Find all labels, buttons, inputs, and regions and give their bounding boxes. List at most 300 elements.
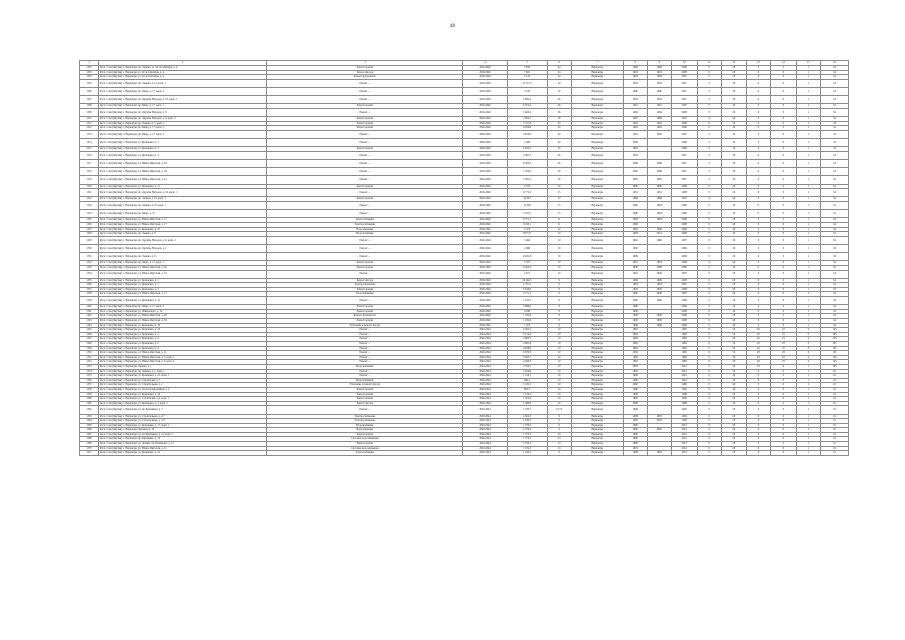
cell-col-8: 1986 [623, 197, 647, 202]
cell-col-4: 2040-2044 [463, 387, 507, 392]
cell-col-14: 0 [770, 244, 796, 252]
cell-col-5: 4 576 [507, 184, 547, 189]
cell-col-2: Респ. Саха (Якутия), г. Нерюнгри, пр. Ленина, д. 9 [99, 232, 267, 237]
cell-col-2: Респ. Саха (Якутия), г. Нерюнгри, пр. Мира, д. 17, корп. 2 [99, 87, 267, 95]
cell-col-5: 12 007 [507, 197, 547, 202]
cell-col-5: 2 374 [507, 227, 547, 232]
cell-col-15: 1 [796, 168, 820, 176]
cell-col-2: Респ. Саха (Якутия), г. Нерюнгри, ул. Кравченко, д. 1 [99, 139, 267, 147]
cell-col-3: Водоснабжение [267, 292, 463, 297]
cell-col-13: 0 [746, 236, 770, 244]
cell-col-2: Респ. Саха (Якутия), г. Нерюнгри, пр. Дружбы Народов, д. 16, корп. 2 [99, 96, 267, 104]
cell-col-4: 2040-2044 [463, 369, 507, 374]
cell-col-2: Респ. Саха (Якутия), г. Нерюнгри, ул. Геологоразведчиков, д. 2 [99, 387, 267, 392]
cell-col-16: 105 [820, 360, 848, 365]
cell-col-12: 20 [721, 253, 746, 261]
cell-col-16: 34 [820, 176, 848, 184]
cell-col-2: Респ. Саха (Якутия), г. Нерюнгри, пр. Дружбы Народов, д. 8, корп. 2 [99, 117, 267, 122]
cell-col-9: 2006 [647, 319, 671, 324]
cell-col-3: Ремонт ... [267, 253, 463, 261]
cell-col-13: 0 [746, 323, 770, 328]
cell-col-12: 20 [721, 442, 746, 447]
cell-col-9: 1996 [647, 265, 671, 270]
cell-col-16: 34 [820, 283, 848, 288]
cell-col-3: Электроснабжение [267, 222, 463, 227]
table-row [80, 160, 849, 168]
cell-col-5: 1 574,5 [507, 432, 547, 437]
cell-col-13: 0 [746, 87, 770, 95]
cell-col-13: 20 [746, 360, 770, 365]
cell-col-15: 1 [796, 130, 820, 138]
cell-col-7: Нерюнгри [571, 253, 623, 261]
cell-col-11: 0 [697, 305, 721, 310]
cell-col-3: Ремонт кровли [267, 397, 463, 402]
cell-col-8: 1989 [623, 253, 647, 261]
cell-col-10: 1990 [671, 383, 697, 388]
cell-col-10: 2008 [671, 202, 697, 210]
cell-col-13: 0 [746, 218, 770, 223]
cell-col-12: 20 [721, 323, 746, 328]
cell-col-12: 20 [721, 176, 746, 184]
cell-col-1: 1555 [80, 374, 99, 379]
cell-col-11: 0 [697, 287, 721, 292]
cell-col-13: 0 [746, 189, 770, 197]
cell-col-7: Нерюнгри [571, 428, 623, 433]
cell-col-10: 1982 [671, 355, 697, 360]
cell-col-2: Респ. Саха (Якутия), г. Нерюнгри, ул. Кравченко, д. 17 [99, 184, 267, 189]
cell-col-4: 2040-2044 [463, 351, 507, 356]
cell-col-14: 0 [770, 227, 796, 232]
cell-col-1: 1564 [80, 419, 99, 424]
cell-col-5: 3 758,1 [507, 442, 547, 447]
cell-col-6: 26 [547, 104, 571, 109]
cell-col-9: 1991 [647, 104, 671, 109]
cell-col-5: 3 896,6 [507, 305, 547, 310]
cell-col-16: 22 [820, 374, 848, 379]
cell-col-7: Нерюнгри [571, 305, 623, 310]
cell-col-2: Респ. Саха (Якутия), г. Нерюнгри, ул. Кравченко, д. 17, корп. 1 [99, 423, 267, 428]
cell-col-3: Ремонт ... [267, 342, 463, 347]
cell-col-1: 1523 [80, 202, 99, 210]
cell-col-4: 2040-2044 [463, 383, 507, 388]
cell-col-8: 1993 [623, 151, 647, 159]
cell-col-3: Ремонт ... [267, 176, 463, 184]
cell-col-12: 20 [721, 369, 746, 374]
cell-col-16: 34 [820, 168, 848, 176]
cell-col-8: 1990 [623, 428, 647, 433]
cell-col-1: 1541 [80, 309, 99, 314]
cell-col-6: 26 [547, 151, 571, 159]
cell-col-16: 34 [820, 314, 848, 319]
cell-col-8: 1991 [623, 70, 647, 75]
cell-col-13: 0 [746, 419, 770, 424]
cell-col-9: 1993 [647, 261, 671, 266]
cell-col-3: Ремонт ... [267, 297, 463, 305]
cell-col-16: 34 [820, 210, 848, 218]
cell-col-6: 1,5 [547, 446, 571, 451]
cell-col-16: 34 [820, 75, 848, 80]
cell-col-16: 34 [820, 261, 848, 266]
cell-col-4: 2026-2040 [463, 151, 507, 159]
cell-col-16: 34 [820, 319, 848, 324]
cell-col-16: 34 [820, 121, 848, 126]
cell-col-7: Нерюнгри [571, 70, 623, 75]
cell-col-12: 20 [721, 222, 746, 227]
cell-col-15: 1 [796, 218, 820, 223]
cell-col-10: 2006 [671, 261, 697, 266]
cell-col-1: 1561 [80, 401, 99, 406]
cell-col-13: 0 [746, 270, 770, 278]
cell-col-5: 4 452,5 [507, 328, 547, 333]
cell-col-7: Нерюнгри [571, 160, 623, 168]
cell-col-7: Нерюнгри [571, 261, 623, 266]
cell-col-14: 0 [770, 87, 796, 95]
cell-col-11: 0 [697, 70, 721, 75]
cell-col-7: Нерюнгри [571, 383, 623, 388]
cell-col-3: Ремонт фундамента [267, 314, 463, 319]
cell-col-6: 10 [547, 401, 571, 406]
cell-col-15: 1 [796, 222, 820, 227]
cell-col-9: 1998 [647, 117, 671, 122]
cell-col-4: 2040-2044 [463, 342, 507, 347]
cell-col-10: 2007 [671, 87, 697, 95]
cell-col-15: 0 [796, 342, 820, 347]
cell-col-16: 34 [820, 117, 848, 122]
cell-col-8: 1982 [623, 397, 647, 402]
cell-col-3: Ремонт ... [267, 202, 463, 210]
cell-col-1: 1514 [80, 139, 99, 147]
column-number-8: 8 [623, 61, 647, 66]
cell-col-14: 0 [770, 222, 796, 227]
table-row [80, 236, 849, 244]
cell-col-3: Ремонт кровли [267, 305, 463, 310]
cell-col-9: 1996 [647, 227, 671, 232]
cell-col-6: 11 [547, 222, 571, 227]
cell-col-15: 1 [796, 75, 820, 80]
cell-col-11: 0 [697, 117, 721, 122]
cell-col-10: 2006 [671, 121, 697, 126]
cell-col-8: 1983 [623, 232, 647, 237]
cell-col-11: 0 [697, 79, 721, 87]
cell-col-13: 0 [746, 160, 770, 168]
cell-col-15: 0 [796, 355, 820, 360]
cell-col-7: Нерюнгри [571, 121, 623, 126]
cell-col-5: 2 356,7 [507, 364, 547, 369]
cell-col-1: 1547 [80, 337, 99, 342]
cell-col-12: 50 [721, 360, 746, 365]
cell-col-11: 0 [697, 423, 721, 428]
cell-col-2: Респ. Саха (Якутия), г. Нерюнгри, пр. Ленина, д. 25, корп. 1 [99, 202, 267, 210]
cell-col-12: 20 [721, 283, 746, 288]
cell-col-12: 20 [721, 432, 746, 437]
cell-col-1: 1518 [80, 168, 99, 176]
cell-col-2: Респ. Саха (Якутия), г. Нерюнгри, ул. Кравченко, д. 34 [99, 392, 267, 397]
cell-col-11: 0 [697, 147, 721, 152]
cell-col-4: 2026-2040 [463, 87, 507, 95]
cell-col-7: Нерюнгри [571, 364, 623, 369]
cell-col-5: 4 950,3 [507, 360, 547, 365]
cell-col-13: 0 [746, 451, 770, 456]
cell-col-15: 1 [796, 292, 820, 297]
cell-col-7: Нерюнгри [571, 222, 623, 227]
cell-col-16: 34 [820, 197, 848, 202]
cell-col-7: Нерюнгри [571, 360, 623, 365]
cell-col-7: Нерюнгри [571, 168, 623, 176]
cell-col-10: 1992 [671, 387, 697, 392]
cell-col-5: 4 665,4 [507, 342, 547, 347]
cell-col-4: 2040-2044 [463, 346, 507, 351]
cell-col-2: Респ. Саха (Якутия), г. Нерюнгри, ул. Южно-Якутская, д. 34 [99, 270, 267, 278]
cell-col-1: 1560 [80, 397, 99, 402]
cell-col-11: 0 [697, 139, 721, 147]
cell-col-11: 0 [697, 387, 721, 392]
cell-col-11: 0 [697, 270, 721, 278]
cell-col-12: 20 [721, 121, 746, 126]
cell-col-10: 2006 [671, 265, 697, 270]
cell-col-6: 1,5 [547, 442, 571, 447]
cell-col-2: Респ. Саха (Якутия), г. Нерюнгри, пр. Мира, д. 17, корп. 2 [99, 130, 267, 138]
cell-col-6: 10 [547, 397, 571, 402]
cell-col-3: Ремонт кровли [267, 147, 463, 152]
cell-col-14: 0 [770, 309, 796, 314]
cell-col-1: 1519 [80, 176, 99, 184]
cell-col-14: 23 [770, 337, 796, 342]
cell-col-12: 20 [721, 270, 746, 278]
column-number-13: 13 [746, 61, 770, 66]
cell-col-10: 2007 [671, 117, 697, 122]
cell-col-14: 0 [770, 419, 796, 424]
cell-col-4: 2026-2040 [463, 227, 507, 232]
cell-col-13: 20 [746, 328, 770, 333]
cell-col-3: Ремонт кровли [267, 121, 463, 126]
table-row [80, 244, 849, 252]
table-row [80, 151, 849, 159]
cell-col-15: 1 [796, 446, 820, 451]
cell-col-6: 20 [547, 168, 571, 176]
cell-col-6: 9 [547, 287, 571, 292]
table-row [80, 253, 849, 261]
cell-col-8: 1990 [623, 387, 647, 392]
cell-col-7: Нерюнгри [571, 337, 623, 342]
cell-col-13: 0 [746, 432, 770, 437]
cell-col-16: 34 [820, 227, 848, 232]
cell-col-2: Респ. Саха (Якутия), г. Нерюнгри, ул. Кравченко, д. 12 [99, 451, 267, 456]
cell-col-4: 2026-2040 [463, 270, 507, 278]
cell-col-3: Ремонт кровли [267, 387, 463, 392]
cell-col-5: 8 190,1 [507, 222, 547, 227]
cell-col-11: 0 [697, 244, 721, 252]
cell-col-10: 2008 [671, 210, 697, 218]
cell-col-13: 0 [746, 151, 770, 159]
cell-col-2: Респ. Саха (Якутия), г. Нерюнгри, ул. Кравченко, д. 41 [99, 297, 267, 305]
cell-col-1: 1526 [80, 222, 99, 227]
cell-col-3: Ремонт ... [267, 79, 463, 87]
cell-col-3: Ремонт ... [267, 139, 463, 147]
cell-col-4: 2026-2040 [463, 126, 507, 131]
cell-col-6: 20 [547, 184, 571, 189]
cell-col-7: Нерюнгри [571, 189, 623, 197]
cell-col-11: 0 [697, 297, 721, 305]
cell-col-15: 1 [796, 176, 820, 184]
cell-col-13: 0 [746, 261, 770, 266]
cell-col-12: 20 [721, 168, 746, 176]
cell-col-14: 0 [770, 364, 796, 369]
cell-col-6: 8 [547, 309, 571, 314]
cell-col-7: Нерюнгри [571, 323, 623, 328]
cell-col-16: 34 [820, 108, 848, 116]
cell-col-14: 0 [770, 184, 796, 189]
cell-col-8: 1989 [623, 451, 647, 456]
cell-col-12: 20 [721, 66, 746, 71]
cell-col-12: 20 [721, 202, 746, 210]
cell-col-5: 1 552,8 [507, 397, 547, 402]
cell-col-13: 0 [746, 244, 770, 252]
table-row [80, 270, 849, 278]
cell-col-14: 0 [770, 265, 796, 270]
cell-col-12: 20 [721, 278, 746, 283]
cell-col-3: Ремонт кровли [267, 392, 463, 397]
cell-col-1: 1537 [80, 287, 99, 292]
cell-col-3: Ремонт кровли [267, 117, 463, 122]
cell-col-16: 34 [820, 323, 848, 328]
cell-col-15: 1 [796, 104, 820, 109]
cell-col-2: Респ. Саха (Якутия), г. Нерюнгри, ул. Южно-Якутская, д. 11 [99, 446, 267, 451]
cell-col-4: 2026-2040 [463, 202, 507, 210]
cell-col-5: 1 783,7 [507, 406, 547, 414]
cell-col-2: Респ. Саха (Якутия), г. Нерюнгри, ул. Строителей, д. 1 [99, 378, 267, 383]
cell-col-9: 1993 [647, 96, 671, 104]
cell-col-3: Ремонт фасада [267, 401, 463, 406]
cell-col-10: 2008 [671, 70, 697, 75]
cell-col-9: 2014 [647, 232, 671, 237]
cell-col-6: 24 [547, 66, 571, 71]
cell-col-2: Респ. Саха (Якутия), г. Нерюнгри, ул. Южно-Якутская, д. 17 [99, 218, 267, 223]
cell-col-15: 1 [796, 236, 820, 244]
cell-col-2: Респ. Саха (Якутия), г. Нерюнгри, ул. Южно-Якутская, д. 3, корп. 1 [99, 355, 267, 360]
cell-col-7: Нерюнгри [571, 328, 623, 333]
cell-col-4: 2026-2040 [463, 265, 507, 270]
cell-col-13: 0 [746, 423, 770, 428]
cell-col-14: 0 [770, 283, 796, 288]
cell-col-5: 3 491,5 [507, 176, 547, 184]
column-number-4: 4 [463, 61, 507, 66]
cell-col-1: 1533 [80, 265, 99, 270]
table-row [80, 176, 849, 184]
cell-col-15: 1 [796, 270, 820, 278]
cell-col-14: 0 [770, 66, 796, 71]
cell-col-9: 1993 [647, 210, 671, 218]
cell-col-10: 2007 [671, 283, 697, 288]
cell-col-10: 2007 [671, 96, 697, 104]
cell-col-13: 0 [746, 446, 770, 451]
cell-col-14: 23 [770, 332, 796, 337]
cell-col-10: 2008 [671, 184, 697, 189]
cell-col-14: 0 [770, 323, 796, 328]
cell-col-16: 105 [820, 328, 848, 333]
cell-col-10: 2008 [671, 218, 697, 223]
cell-col-7: Нерюнгри [571, 442, 623, 447]
cell-col-6: 10 [547, 261, 571, 266]
cell-col-12: 20 [721, 210, 746, 218]
cell-col-10: 2006 [671, 139, 697, 147]
cell-col-5: 7 317,8 [507, 121, 547, 126]
cell-col-8: 1990 [623, 406, 647, 414]
cell-col-15: 1 [796, 374, 820, 379]
cell-col-16: 34 [820, 104, 848, 109]
column-number-7: 7 [571, 61, 623, 66]
cell-col-8: 1993 [623, 79, 647, 87]
column-number-11: 11 [697, 61, 721, 66]
cell-col-3: Ремонт ... [267, 332, 463, 337]
cell-col-4: 2026-2040 [463, 323, 507, 328]
cell-col-13: 0 [746, 287, 770, 292]
cell-col-10: 2008 [671, 323, 697, 328]
cell-col-3: Ремонт ... [267, 168, 463, 176]
cell-col-11: 0 [697, 355, 721, 360]
column-number-15: 15 [796, 61, 820, 66]
cell-col-6: 9 [547, 283, 571, 288]
cell-col-6: 8 [547, 314, 571, 319]
cell-col-14: 0 [770, 305, 796, 310]
cell-col-13: 0 [746, 297, 770, 305]
cell-col-8: 1990 [623, 184, 647, 189]
cell-col-5: 9 656,8 [507, 130, 547, 138]
table-row [80, 130, 849, 138]
cell-col-7: Нерюнгри [571, 218, 623, 223]
cell-col-3: Водоснабжение [267, 364, 463, 369]
cell-col-13: 0 [746, 104, 770, 109]
cell-col-11: 0 [697, 202, 721, 210]
cell-col-16: 34 [820, 96, 848, 104]
cell-col-13: 0 [746, 387, 770, 392]
cell-col-8: 1990 [623, 265, 647, 270]
cell-col-16: 34 [820, 189, 848, 197]
cell-col-12: 20 [721, 374, 746, 379]
cell-col-8: 1991 [623, 104, 647, 109]
cell-col-10: 1993 [671, 419, 697, 424]
cell-col-5: 10252,8 [507, 253, 547, 261]
cell-col-9: 1995 [647, 287, 671, 292]
cell-col-3: Ремонт ... [267, 96, 463, 104]
cell-col-6: 24 [547, 70, 571, 75]
cell-col-10: 2008 [671, 227, 697, 232]
cell-col-6: 8 [547, 319, 571, 324]
cell-col-5: 482,1 [507, 378, 547, 383]
cell-col-6: 20 [547, 176, 571, 184]
cell-col-8: 1988 [623, 392, 647, 397]
cell-col-4: 2040-2044 [463, 437, 507, 442]
cell-col-16: 22 [820, 442, 848, 447]
cell-col-2: Респ. Саха (Якутия), г. Нерюнгри, пр. Мира, д. 17, корп. 1 [99, 261, 267, 266]
cell-col-10: 2007 [671, 236, 697, 244]
cell-col-16: 22 [820, 432, 848, 437]
cell-col-1: 1549 [80, 346, 99, 351]
cell-col-6: 10 [547, 232, 571, 237]
cell-col-14: 0 [770, 378, 796, 383]
cell-col-12: 20 [721, 401, 746, 406]
cell-col-12: 20 [721, 378, 746, 383]
cell-col-16: 34 [820, 147, 848, 152]
cell-col-2: Респ. Саха (Якутия), г. Нерюнгри, ул. Строительная, д. 2 [99, 383, 267, 388]
cell-col-11: 0 [697, 151, 721, 159]
cell-col-12: 20 [721, 387, 746, 392]
cell-col-1: 1512 [80, 126, 99, 131]
cell-col-16: 34 [820, 222, 848, 227]
cell-col-4: 2040-2044 [463, 355, 507, 360]
cell-col-8: 1981 [623, 446, 647, 451]
cell-col-3: Ремонт кровли [267, 261, 463, 266]
cell-col-5: 2 850,2 [507, 117, 547, 122]
